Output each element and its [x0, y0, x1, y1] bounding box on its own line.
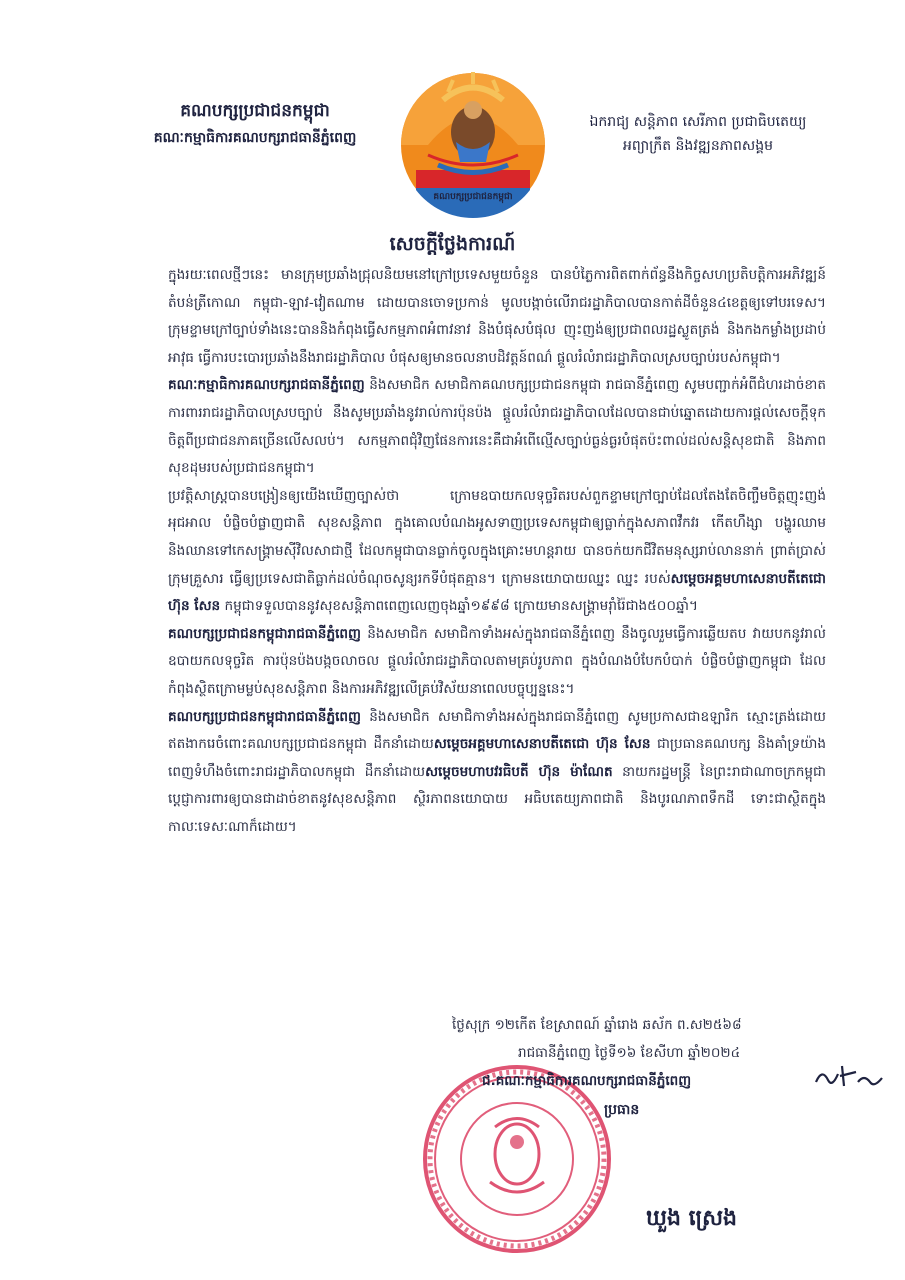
paragraph-3-text-b: កម្ពុជាទទួលបាននូវសុខសន្តិភាពពេញលេញចុងឆ្នាំ១៩៩៨ ក្រោយមានសង្គ្រាមរ៉ាំរ៉ៃជាង៥០០ឆ្នាំ។ [220, 598, 698, 615]
paragraph-5-bold-3: សម្តេចមហាបវរធិបតី ហ៊ុន ម៉ាណែត [425, 763, 613, 780]
paragraph-5-text-c: នាយករដ្ឋមន្ត្រី នៃព្រះរាជាណាចក្រកម្ពុជា ប្តេជ្ញាការពារឲ្យបានជាដាច់ខាតនូវសុខសន្តិភាព ស្ថិរភាពនយោបាយ អធិបតេយ្យភាពជាតិ និងបូរណភាពទឹកដី ទោះជាស្ថិតក្នុងកាលៈទេសៈណាក៏ដោយ។ [168, 763, 826, 835]
logo-text: គណបក្សប្រជាជនកម្ពុជា [433, 192, 513, 202]
paragraph-5 [168, 704, 826, 842]
party-name: គណបក្សប្រជាជនកម្ពុជា [180, 101, 330, 121]
paragraph-2-text: និងសមាជិក សមាជិកាគណបក្សប្រជាជនកម្ពុជា រាជធានីភ្នំពេញ សូមបញ្ជាក់អំពីជំហរដាច់ខាត ការពាររាជរដ្ឋាភិបាលស្របច្បាប់ នឹងសូមប្រឆាំងនូវរាល់ការប៉ុនប៉ង ផ្តួលរំលំរាជរដ្ឋាភិបាលដែលបានជាប់ឆ្នោតដោយការផ្តល់សេចក្តីទុកចិត្តពីប្រជាជនភាគច្រើនលើសលប់។ សកម្មភាពជុំវិញផែនការនេះគឺជាអំពើល្មើសច្បាប់ធ្ងន់ធ្ងរបំផុតប៉ះពាល់ដល់សន្តិសុខជាតិ និងភាពសុខដុមរបស់ប្រជាជនកម្ពុជា។ [168, 377, 826, 477]
signer-organization: ជ.គណៈកម្មាធិការគណបក្សរាជធានីភ្នំពេញ [482, 1073, 692, 1089]
paragraph-5-bold-2: សម្តេចអគ្គមហាសេនាបតីតេជោ ហ៊ុន សែន [433, 736, 651, 753]
paragraph-5-text-b: ជាប្រធានគណបក្ស និងគាំទ្រយ៉ាងពេញទំហឹងចំពោះរាជរដ្ឋាភិបាលកម្ពុជា ដឹកនាំដោយ [168, 736, 826, 780]
paragraph-4-bold: គណបក្សប្រជាជនកម្ពុជារាជធានីភ្នំពេញ [168, 625, 361, 642]
party-logo-icon [398, 70, 548, 220]
signer-name: ឃួង ស្រេង [646, 1206, 738, 1231]
paragraph-2-bold: គណៈកម្មាធិការគណបក្សរាជធានីភ្នំពេញ [168, 377, 365, 394]
committee-name: គណៈកម្មាធិការគណបក្សរាជធានីភ្នំពេញ [153, 130, 357, 146]
paragraph-3-text-a: ប្រវត្តិសាស្ត្របានបង្រៀនឲ្យយើងឃើញច្បាស់ថា ក្រោមឧបាយកលទុច្ចរិតរបស់ពួកខ្ទាមក្រៅច្បាប់ដែលតែងតែចិញ្ចឹមចិត្តញុះញង់ អុជអាល បំផ្លិចបំផ្លាញជាតិ សុខសន្តិភាព ក្នុងគោលបំណងអូសទាញប្រទេសកម្ពុជាឲ្យធ្លាក់ក្នុងសភាពវឹកវរ កើតហឹង្សា បង្ហូរឈាម និងឈានទៅកេសង្គ្រាមស៊ីវិលសាជាថ្មី ដែលកម្ពុជាបានធ្លាក់ចូលក្នុងគ្រោះមហន្តរាយ បានចក់យកជីវិតមនុស្សរាប់លាននាក់ ព្រាត់ប្រាស់ក្រុមគ្រួសារ ធ្វើឲ្យប្រទេសជាតិធ្លាក់ដល់ចំណុចសូន្យរកទីបំផុតគ្មាន។ ក្រោមនយោបាយឈ្នះ ឈ្នះ របស់ [168, 487, 826, 587]
paragraph-1 [168, 262, 826, 372]
paragraph-5-text-a: និងសមាជិក សមាជិកាទាំងអស់ក្នុងរាជធានីភ្នំពេញ សូមប្រកាសជាឧឡារិក ស្មោះត្រង់ដោយឥតងាករេចំពោះគណបក្សប្រជាជនកម្ពុជា ដឹកនាំដោយ [168, 708, 826, 753]
paragraph-4-text: និងសមាជិក សមាជិកាទាំងអស់ក្នុងរាជធានីភ្នំពេញ នឹងចូលរួមធ្វើការឆ្លើយតប វាយបកនូវរាល់ឧបាយកលទុច្ចរិត ការប៉ុនប៉ងបង្កចលាចល ផ្តួលរំលំរាជរដ្ឋាភិបាលតាមគ្រប់រូបភាព ក្នុងបំណងបំបែកបំបាក់ បំផ្លិចបំផ្លាញកម្ពុជា ដែលកំពុងស្ថិតក្រោមម្លប់សុខសន្តិភាព និងការអភិវឌ្ឍលើគ្រប់វិស័យនាពេលបច្ចុប្បន្ននេះ។ [168, 625, 826, 697]
document-title: សេចក្តីថ្លែងការណ៍ [389, 233, 516, 255]
national-motto-line2: អព្យាក្រឹត និងវឌ្ឍនភាពសង្គម [622, 138, 774, 154]
paragraph-2 [168, 372, 826, 482]
header-left [110, 100, 400, 148]
header-right [548, 112, 848, 156]
date-solar: រាជធានីភ្នំពេញ ថ្ងៃទី១៦ ខែសីហា ឆ្នាំ២០២៤ [518, 1045, 741, 1061]
national-motto: ឯករាជ្យ សន្តិភាព សេរីភាព ប្រជាធិបតេយ្យ [589, 114, 807, 130]
signer-role: ប្រធាន [604, 1102, 640, 1118]
initial-mark-icon [812, 1060, 890, 1094]
paragraph-1-text: ក្នុងរយៈពេលថ្មីៗនេះ មានក្រុមប្រឆាំងជ្រុលនិយមនៅក្រៅប្រទេសមួយចំនួន បានបំភ្លៃការពិតពាក់ព័ន្ធនឹងកិច្ចសហប្រតិបត្តិការអភិវឌ្ឍន៍តំបន់ត្រីកោណ កម្ពុជា-ឡាវ-វៀតណាម ដោយបានចោទប្រកាន់ មូលបង្កាច់លើរាជរដ្ឋាភិបាលបានកាត់ដីចំនួន៤ខេត្តឲ្យទៅបរទេស។ ក្រុមខ្ទាមក្រៅច្បាប់ទាំងនេះបាននិងកំពុងធ្វើសកម្មភាពអំពាវនាវ និងបំផុសបំផុល ញុះញង់ឲ្យប្រជាពលរដ្ឋស្លូតត្រង់ និងកងកម្លាំងប្រដាប់អាវុធ ធ្វើការបះបោរប្រឆាំងនឹងរាជរដ្ឋាភិបាល បំផុសឲ្យមានចលនាបដិវត្តន៍ពណ៌ ផ្តួលរំលំរាជរដ្ឋាភិបាលស្របច្បាប់របស់កម្ពុជា។ [168, 267, 826, 366]
date-lunar: ថ្ងៃសុក្រ ១២កើត ខែស្រាពណ៍ ឆ្នាំរោង ឆស័ក ព.ស២៥៦៨ [452, 1017, 742, 1033]
paragraph-3-bold: សម្តេចអគ្គមហាសេនាបតីតេជោ ហ៊ុន សែន [168, 570, 826, 615]
paragraph-5-bold-1: គណបក្សប្រជាជនកម្ពុជារាជធានីភ្នំពេញ [168, 708, 361, 725]
document-body [168, 262, 826, 841]
paragraph-4 [168, 621, 826, 704]
paragraph-3 [168, 483, 826, 621]
